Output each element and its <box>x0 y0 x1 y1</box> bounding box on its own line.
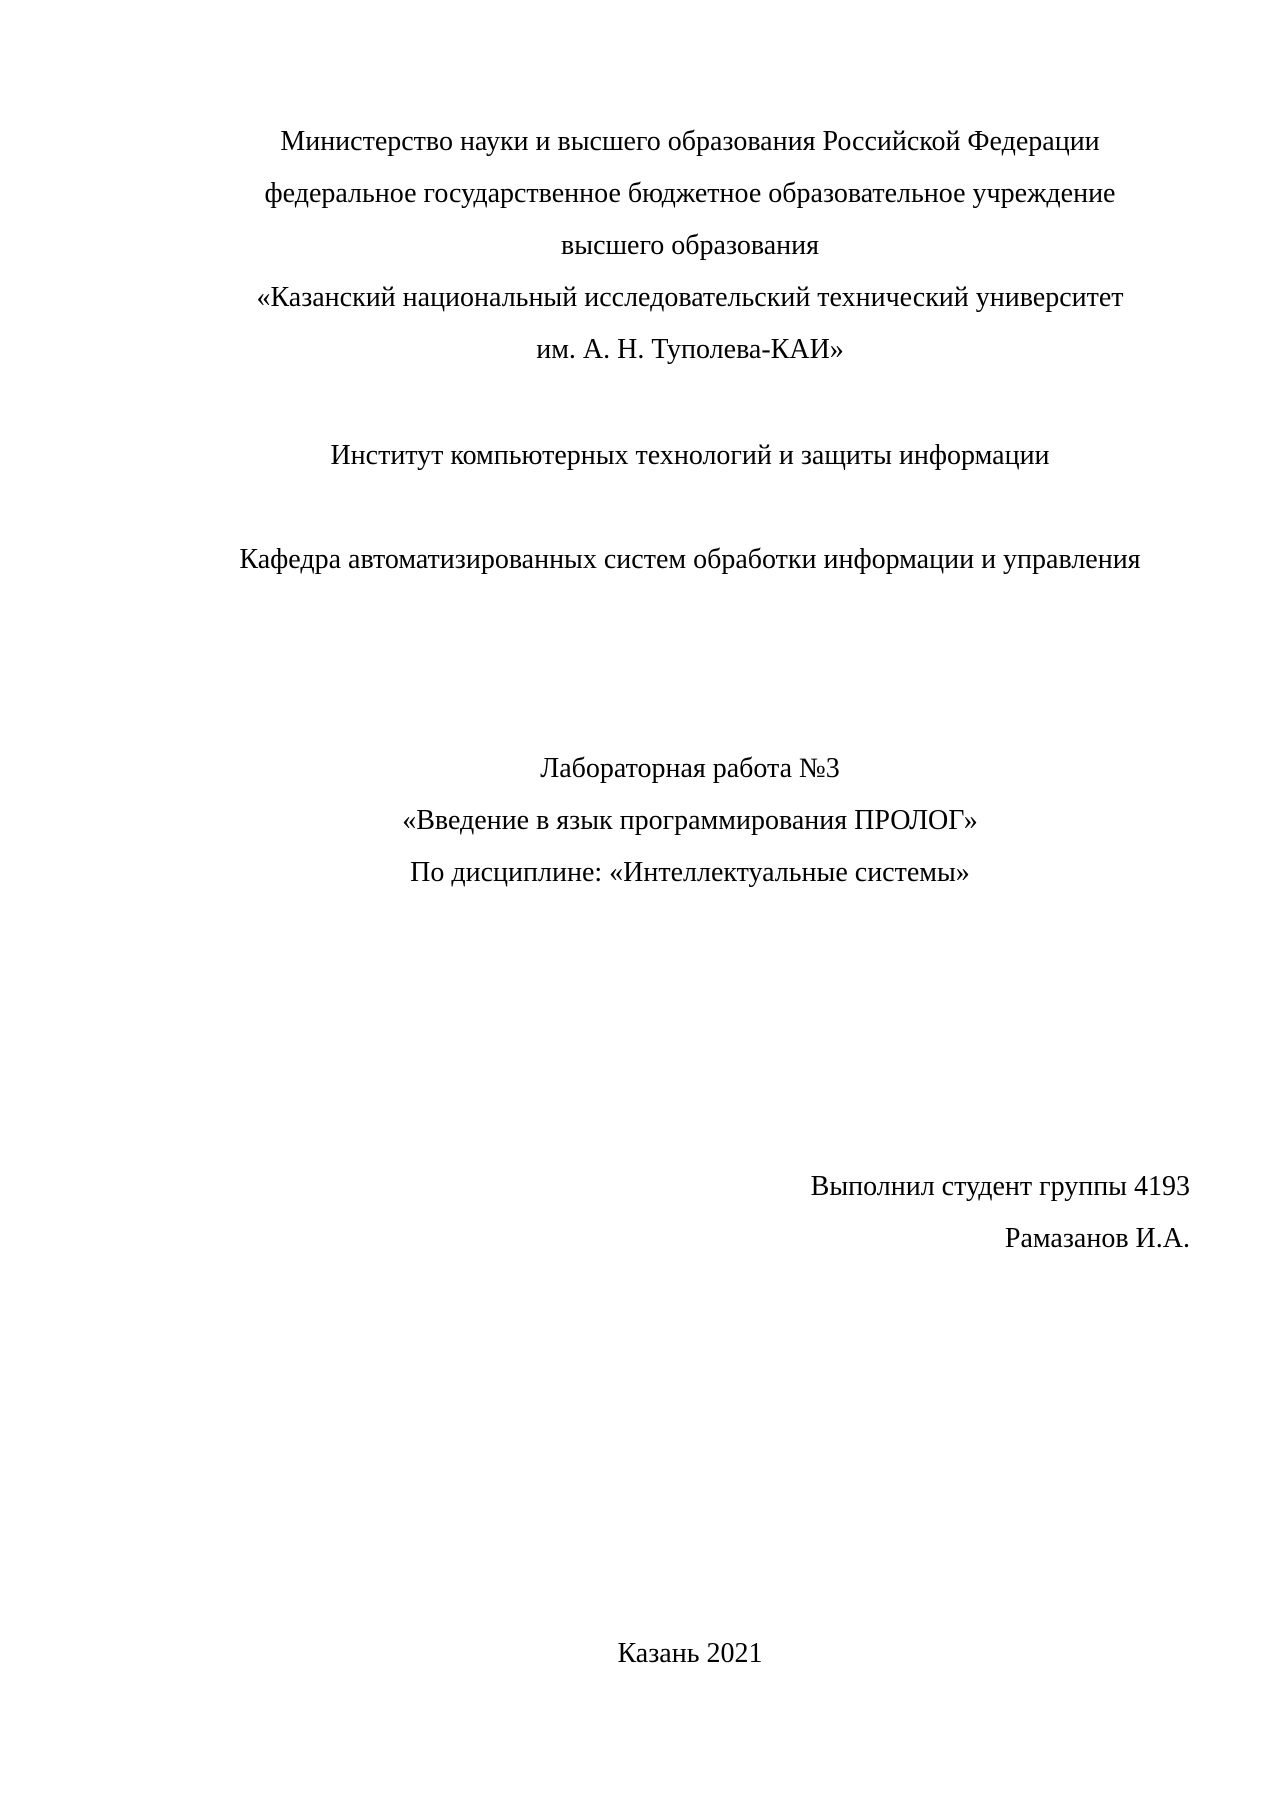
department-name: Кафедра автоматизированных систем обработки информации и управления <box>239 544 1141 575</box>
university-name-line: «Казанский национальный исследовательский технический университет <box>256 282 1124 313</box>
institution-level-line: высшего образования <box>561 230 819 261</box>
institute-name: Институт компьютерных технологий и защиты информации <box>330 440 1050 471</box>
city-year: Казань 2021 <box>617 1638 763 1669</box>
work-discipline: По дисциплине: «Интеллектуальные системы» <box>410 857 970 888</box>
university-name-suffix-line: им. А. Н. Туполева-КАИ» <box>536 334 844 365</box>
institution-type-line: федеральное государственное бюджетное образовательное учреждение <box>264 178 1116 209</box>
ministry-line: Министерство науки и высшего образования Российской Федерации <box>280 126 1100 157</box>
work-topic: «Введение в язык программирования ПРОЛОГ» <box>402 805 978 836</box>
author-group: Выполнил студент группы 4193 <box>810 1171 1190 1202</box>
author-name: Рамазанов И.А. <box>1004 1223 1190 1254</box>
work-title: Лабораторная работа №3 <box>540 753 840 784</box>
